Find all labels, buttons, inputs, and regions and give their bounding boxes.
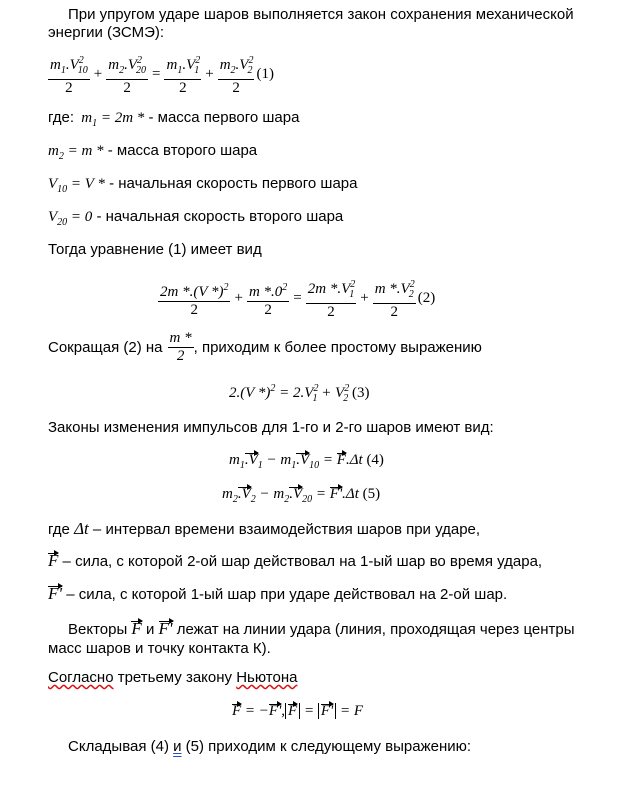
fraction: $\frac{m *.0^2}{2}$ <box>247 279 289 319</box>
fraction: $\frac{m *}{2}$ <box>169 330 192 364</box>
fraction: $\frac{m_2.V^2_2}{2}$ <box>218 52 255 97</box>
paragraph-line: энергии (ЗСМЭ): <box>48 24 165 41</box>
equation-label: (1) <box>256 66 274 82</box>
equation-2: $\frac{2m *.(V *)^2}{2}$ + $\frac{m *.0^2}{2}$ = $\frac{2m *.V^2_1}{2}$ + $\frac{m *.V^2_2}{2}$ (2) <box>158 276 435 321</box>
definition-m2: $m_2 = m$ * - масса второго шара <box>48 142 258 162</box>
equation-4: $m_1.V_1 - m_1.V_{10} = F.\Delta t$ (4) <box>229 452 384 471</box>
paragraph-line: Тогда уравнение (1) имеет вид <box>48 241 262 258</box>
equation-label: (3) <box>351 385 370 401</box>
definition-f: F – сила, с которой 2-ой шар действовал на 1-ый шар во время удара, <box>48 551 543 570</box>
reduce-line: Сокращая (2) на $\frac{m *}{2}$ , приходим к более простому выражению <box>48 330 482 364</box>
paragraph-line: Складывая (4) и (5) приходим к следующему выражению: <box>68 738 472 755</box>
equation-5: $m_2.V_2 - m_2.V_{20} = F'.\Delta t$ (5) <box>222 486 381 505</box>
paragraph-line: масс шаров и точку контакта К). <box>48 640 271 657</box>
definition-dt: где Δt – интервал времени взаимодействия шаров при ударе, <box>48 519 481 538</box>
definition-m1: где: $m_1 = 2m$ * - масса первого шара <box>48 109 300 129</box>
definition-v10: $V_{10} = V$ * - начальная скорость первого шара <box>48 175 358 195</box>
equation-1: $\frac{m_1.V^2_{10}}{2}$ + $\frac{m_2.V^2_{20}}{2}$ = $\frac{m_1.V^2_1}{2}$ + $\frac{m_2.V^2_2}{2}$ (1) <box>48 52 274 97</box>
definition-v20: $V_{20} = 0$ - начальная скорость второго шара <box>48 208 344 228</box>
equation-label: (5) <box>362 486 381 502</box>
fraction: $\frac{2m *.V^2_1}{2}$ <box>306 276 357 321</box>
equation-label: (2) <box>417 290 436 306</box>
equation-3: 2.(V $*)^2 = 2.V^2_1 + V^2_2$ (3) <box>229 383 370 404</box>
newton-equation: F = −F', F = F' = F <box>232 703 364 719</box>
paragraph-line: Векторы F и F' лежат на линии удара (линия, проходящая через центры <box>68 619 575 638</box>
fraction: $\frac{m_1.V^2_1}{2}$ <box>164 52 201 97</box>
paragraph-line: Законы изменения импульсов для 1-го и 2-го шаров имеют вид: <box>48 419 494 436</box>
fraction: $\frac{m *.V^2_2}{2}$ <box>373 276 416 321</box>
newton-line: Согласно третьему закону Ньютона <box>48 669 298 686</box>
fraction: $\frac{2m *.(V *)^2}{2}$ <box>158 279 230 319</box>
paragraph-line: При упругом ударе шаров выполняется закон сохранения механической <box>68 6 574 23</box>
definition-f-prime: F' – сила, с которой 1-ый шар при ударе действовал на 2-ой шар. <box>48 584 508 603</box>
fraction: $\frac{m_2.V^2_{20}}{2}$ <box>106 52 148 97</box>
fraction: $\frac{m_1.V^2_{10}}{2}$ <box>48 52 90 97</box>
equation-label: (4) <box>366 452 384 468</box>
